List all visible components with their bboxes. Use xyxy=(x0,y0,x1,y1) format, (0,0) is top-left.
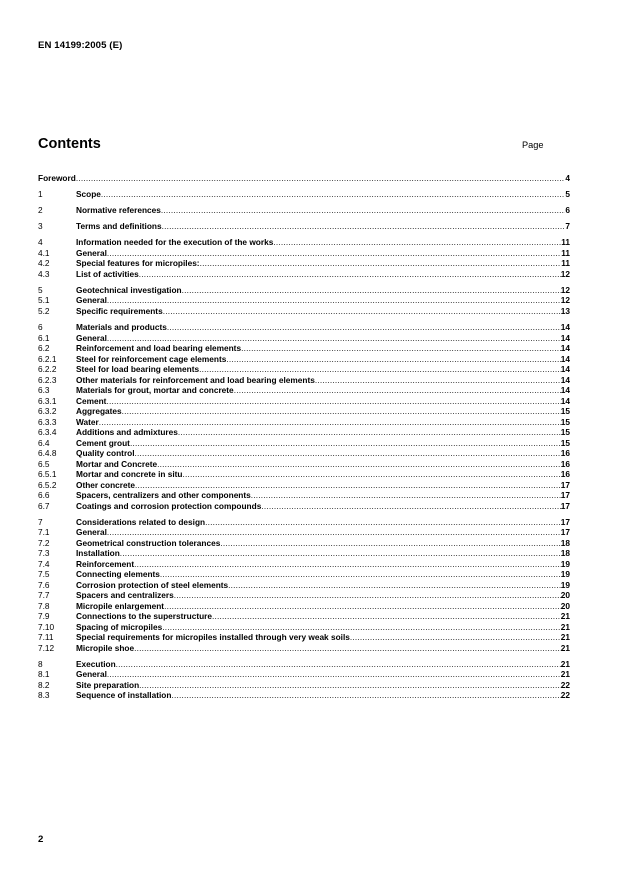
toc-entry-title: Execution xyxy=(76,658,116,669)
toc-entry-line xyxy=(76,490,570,501)
toc-dot-leader xyxy=(157,459,561,470)
toc-entry-line xyxy=(76,285,570,296)
toc-entry-title: General xyxy=(76,247,107,258)
toc-entry-number: 7.8 xyxy=(38,600,50,611)
toc-entry-title: Mortar and concrete in situ xyxy=(76,469,183,480)
toc-entry-line xyxy=(76,406,570,417)
toc-dot-leader xyxy=(135,480,561,491)
toc-entry-line xyxy=(38,173,570,184)
toc-entry-page: 22 xyxy=(560,690,570,701)
toc-dot-leader xyxy=(120,548,561,559)
toc-entry[interactable] xyxy=(38,517,570,528)
toc-entry-title: Site preparation xyxy=(76,679,140,690)
toc-entry-page: 12 xyxy=(560,268,570,279)
toc-entry-page: 21 xyxy=(560,632,570,643)
toc-entry-line xyxy=(76,559,570,570)
toc-dot-leader xyxy=(139,680,561,691)
toc-entry-line xyxy=(76,632,570,643)
toc-entry-title: Geotechnical investigation xyxy=(76,284,182,295)
toc-entry-page: 21 xyxy=(560,658,570,669)
toc-entry-title: Installation xyxy=(76,548,120,559)
toc-entry-line xyxy=(76,269,570,280)
toc-entry-title: Connections to the superstructure xyxy=(76,611,212,622)
toc-entry-title: Mortar and Concrete xyxy=(76,458,158,469)
toc-dot-leader xyxy=(164,601,561,612)
toc-entry-number: 7.9 xyxy=(38,611,50,622)
toc-dot-leader xyxy=(163,306,561,317)
toc-dot-leader xyxy=(183,469,561,480)
toc-entry-title: Spacing of micropiles xyxy=(76,621,163,632)
toc-entry-title: Spacers and centralizers xyxy=(76,590,174,601)
toc-entry-line xyxy=(76,438,570,449)
toc-entry[interactable] xyxy=(38,396,570,407)
toc-entry-number: 4 xyxy=(38,237,43,248)
toc-entry-line xyxy=(76,189,570,200)
toc-entry-line xyxy=(76,690,570,701)
toc-entry-page: 14 xyxy=(560,364,570,375)
toc-entry-number: 6 xyxy=(38,322,43,333)
toc-dot-leader xyxy=(174,590,561,601)
toc-entry-title: Special features for micropiles: xyxy=(76,258,200,269)
toc-entry-line xyxy=(76,669,570,680)
toc-entry-number: 7.1 xyxy=(38,527,50,538)
toc-entry-line xyxy=(76,248,570,259)
toc-entry[interactable] xyxy=(38,285,570,296)
toc-entry[interactable] xyxy=(38,295,570,306)
toc-dot-leader xyxy=(234,385,561,396)
toc-entry-line xyxy=(76,385,570,396)
toc-entry-number: 6.2.3 xyxy=(38,374,57,385)
toc-entry-page: 14 xyxy=(560,343,570,354)
toc-dot-leader xyxy=(130,438,561,449)
toc-dot-leader xyxy=(182,285,561,296)
toc-dot-leader xyxy=(76,173,566,184)
toc-entry[interactable] xyxy=(38,580,570,591)
toc-entry-number: 7.6 xyxy=(38,579,50,590)
toc-entry-line xyxy=(76,580,570,591)
toc-entry-line xyxy=(76,643,570,654)
toc-entry[interactable] xyxy=(38,306,570,317)
toc-entry-number: 5 xyxy=(38,284,43,295)
toc-entry-page: 14 xyxy=(560,385,570,396)
toc-entry[interactable] xyxy=(38,690,570,701)
toc-entry-page: 15 xyxy=(560,437,570,448)
toc-entry-number: 5.1 xyxy=(38,295,50,306)
toc-entry-number: 6.2.1 xyxy=(38,353,57,364)
toc-entry-page: 21 xyxy=(560,669,570,680)
toc-entry-line xyxy=(76,427,570,438)
toc-entry-number: 6.3.4 xyxy=(38,427,57,438)
toc-dot-leader xyxy=(99,417,561,428)
toc-dot-leader xyxy=(134,643,561,654)
toc-entry-number: 7.2 xyxy=(38,537,50,548)
toc-entry-page: 20 xyxy=(560,600,570,611)
toc-dot-leader xyxy=(107,333,561,344)
toc-dot-leader xyxy=(171,690,560,701)
toc-entry-title: General xyxy=(76,332,107,343)
toc-entry[interactable] xyxy=(38,364,570,375)
toc-entry[interactable] xyxy=(38,189,570,200)
toc-entry-number: 6.6 xyxy=(38,490,50,501)
toc-entry[interactable] xyxy=(38,611,570,622)
toc-entry[interactable] xyxy=(38,643,570,654)
toc-entry-title: List of activities xyxy=(76,268,139,279)
toc-entry-title: Spacers, centralizers and other components xyxy=(76,490,251,501)
toc-entry-number: 6.4.8 xyxy=(38,448,57,459)
toc-entry-page: 11 xyxy=(561,258,570,269)
toc-entry-line xyxy=(76,569,570,580)
toc-entry-line xyxy=(76,237,570,248)
toc-entry[interactable] xyxy=(38,343,570,354)
page-column-label: Page xyxy=(522,140,544,150)
toc-entry[interactable] xyxy=(38,659,570,670)
toc-entry-number: 6.3.2 xyxy=(38,406,57,417)
toc-entry-number: 6.7 xyxy=(38,500,50,511)
toc-entry-number: 7.11 xyxy=(38,632,54,643)
toc-entry-line xyxy=(76,680,570,691)
toc-entry-line xyxy=(76,258,570,269)
toc-entry-line xyxy=(76,517,570,528)
page-number: 2 xyxy=(38,834,44,845)
toc-entry-number: 4.2 xyxy=(38,258,50,269)
toc-entry-number: 7.7 xyxy=(38,590,50,601)
toc-entry-title: Corrosion protection of steel elements xyxy=(76,579,229,590)
toc-entry-page: 15 xyxy=(560,406,570,417)
toc-entry-number: 8.3 xyxy=(38,690,50,701)
toc-dot-leader xyxy=(101,189,565,200)
toc-entry-title: Information needed for the execution of the works xyxy=(76,237,274,248)
toc-entry-page: 13 xyxy=(560,305,570,316)
toc-entry[interactable] xyxy=(38,480,570,491)
toc-dot-leader xyxy=(160,569,561,580)
toc-entry[interactable] xyxy=(38,205,570,216)
toc-entry-page: 19 xyxy=(560,579,570,590)
toc-entry[interactable] xyxy=(38,427,570,438)
toc-entry-page: 16 xyxy=(560,458,570,469)
toc-entry-number: 8 xyxy=(38,658,43,669)
toc-entry-title: Special requirements for micropiles installed through very weak soils xyxy=(76,632,350,643)
toc-entry-title: Other concrete xyxy=(76,479,136,490)
toc-dot-leader xyxy=(200,258,562,269)
toc-entry-line xyxy=(76,622,570,633)
toc-dot-leader xyxy=(199,364,561,375)
contents-title: Contents xyxy=(38,136,101,152)
toc-entry-number: 5.2 xyxy=(38,305,50,316)
toc-entry-number: 7.3 xyxy=(38,548,50,559)
toc-entry-title: General xyxy=(76,527,107,538)
toc-entry-line xyxy=(76,333,570,344)
toc-entry-number: 4.3 xyxy=(38,268,50,279)
toc-entry[interactable] xyxy=(38,438,570,449)
toc-dot-leader xyxy=(228,580,561,591)
toc-entry[interactable] xyxy=(38,601,570,612)
toc-entry-title: Normative references xyxy=(76,205,161,216)
toc-entry-page: 14 xyxy=(560,395,570,406)
toc-dot-leader xyxy=(220,538,560,549)
toc-entry-number: 6.2 xyxy=(38,343,50,354)
toc-entry-page: 21 xyxy=(560,611,570,622)
toc-entry-title: Additions and admixtures xyxy=(76,427,178,438)
toc-entry-page: 14 xyxy=(560,374,570,385)
toc-entry[interactable] xyxy=(38,469,570,480)
table-of-contents xyxy=(38,173,570,701)
toc-dot-leader xyxy=(107,295,561,306)
toc-entry[interactable] xyxy=(38,417,570,428)
toc-entry-page: 14 xyxy=(560,353,570,364)
toc-dot-leader xyxy=(162,221,566,232)
toc-entry-line xyxy=(76,538,570,549)
toc-entry[interactable] xyxy=(38,590,570,601)
toc-entry-page: 18 xyxy=(560,548,570,559)
toc-entry-line xyxy=(76,611,570,622)
toc-entry-page: 18 xyxy=(560,537,570,548)
toc-entry-title: Micropile enlargement xyxy=(76,600,165,611)
toc-entry-line xyxy=(76,480,570,491)
toc-entry-title: Quality control xyxy=(76,448,135,459)
toc-entry-line xyxy=(76,548,570,559)
toc-entry[interactable] xyxy=(38,527,570,538)
toc-entry[interactable] xyxy=(38,459,570,470)
toc-entry-number: 6.1 xyxy=(38,332,50,343)
toc-entry-title: General xyxy=(76,295,107,306)
toc-entry-line xyxy=(76,205,570,216)
toc-entry-line xyxy=(76,527,570,538)
toc-entry-page: 15 xyxy=(560,416,570,427)
toc-entry[interactable] xyxy=(38,632,570,643)
toc-entry[interactable] xyxy=(38,173,570,184)
toc-entry[interactable] xyxy=(38,680,570,691)
toc-entry-title: Terms and definitions xyxy=(76,221,162,232)
toc-entry[interactable] xyxy=(38,385,570,396)
toc-entry-page: 5 xyxy=(565,189,570,200)
toc-entry-title: Materials for grout, mortar and concrete xyxy=(76,385,234,396)
toc-entry-title: Reinforcement xyxy=(76,558,135,569)
toc-entry-number: 7.10 xyxy=(38,621,55,632)
toc-entry-page: 7 xyxy=(565,221,570,232)
toc-entry[interactable] xyxy=(38,622,570,633)
toc-entry-number: 7.5 xyxy=(38,569,50,580)
toc-entry-number: 2 xyxy=(38,205,43,216)
toc-entry-page: 21 xyxy=(560,621,570,632)
toc-entry-page: 6 xyxy=(565,205,570,216)
toc-entry[interactable] xyxy=(38,569,570,580)
toc-entry[interactable] xyxy=(38,333,570,344)
toc-dot-leader xyxy=(315,375,561,386)
toc-entry[interactable] xyxy=(38,548,570,559)
toc-entry-title: Sequence of installation xyxy=(76,690,172,701)
toc-dot-leader xyxy=(107,527,561,538)
toc-entry-title: Reinforcement and load bearing elements xyxy=(76,343,242,354)
toc-dot-leader xyxy=(134,559,561,570)
toc-entry-page: 19 xyxy=(560,558,570,569)
toc-dot-leader xyxy=(212,611,561,622)
toc-entry-line xyxy=(76,469,570,480)
toc-entry-number: 7.4 xyxy=(38,558,50,569)
toc-entry[interactable] xyxy=(38,269,570,280)
toc-entry-title: Considerations related to design xyxy=(76,516,206,527)
toc-dot-leader xyxy=(167,322,561,333)
toc-entry-number: 3 xyxy=(38,221,43,232)
toc-dot-leader xyxy=(107,248,561,259)
toc-entry[interactable] xyxy=(38,237,570,248)
toc-entry[interactable] xyxy=(38,406,570,417)
toc-entry-line xyxy=(76,396,570,407)
toc-entry-title: Coatings and corrosion protection compounds xyxy=(76,500,262,511)
toc-dot-leader xyxy=(116,659,561,670)
toc-entry-title: Micropile shoe xyxy=(76,642,135,653)
toc-entry-line xyxy=(76,417,570,428)
toc-dot-leader xyxy=(226,354,560,365)
toc-entry-page: 12 xyxy=(560,284,570,295)
toc-entry-page: 11 xyxy=(561,247,570,258)
toc-entry-number: 4.1 xyxy=(38,247,50,258)
toc-entry-title: Scope xyxy=(76,189,101,200)
toc-entry-title: Geometrical construction tolerances xyxy=(76,537,221,548)
toc-dot-leader xyxy=(241,343,561,354)
toc-entry-line xyxy=(76,322,570,333)
toc-entry-line xyxy=(76,364,570,375)
toc-entry-number: 7 xyxy=(38,516,43,527)
toc-dot-leader xyxy=(261,501,560,512)
toc-entry[interactable] xyxy=(38,221,570,232)
toc-entry-number: 8.1 xyxy=(38,669,50,680)
toc-entry-line xyxy=(76,590,570,601)
toc-entry[interactable] xyxy=(38,322,570,333)
toc-entry-title: Specific requirements xyxy=(76,305,163,316)
toc-entry[interactable] xyxy=(38,448,570,459)
toc-entry-page: 21 xyxy=(560,642,570,653)
toc-entry-page: 20 xyxy=(560,590,570,601)
toc-entry-title: Aggregates xyxy=(76,406,122,417)
toc-entry-title: Steel for reinforcement cage elements xyxy=(76,353,227,364)
toc-entry[interactable] xyxy=(38,248,570,259)
toc-entry-number: 7.12 xyxy=(38,642,55,653)
toc-entry-title: Cement grout xyxy=(76,437,130,448)
toc-entry-title: Materials and products xyxy=(76,322,167,333)
toc-entry-page: 17 xyxy=(560,500,570,511)
toc-entry-page: 14 xyxy=(560,332,570,343)
toc-entry[interactable] xyxy=(38,354,570,365)
toc-dot-leader xyxy=(205,517,561,528)
toc-entry-line xyxy=(76,306,570,317)
toc-dot-leader xyxy=(161,205,566,216)
toc-entry-page: 11 xyxy=(561,237,570,248)
toc-entry[interactable] xyxy=(38,538,570,549)
toc-entry-title: General xyxy=(76,669,107,680)
toc-entry-page: 12 xyxy=(560,295,570,306)
toc-entry-number: 6.3 xyxy=(38,385,50,396)
toc-entry-title: Water xyxy=(76,416,99,427)
toc-entry-line xyxy=(76,448,570,459)
toc-entry-page: 4 xyxy=(565,173,570,183)
toc-entry-page: 17 xyxy=(560,479,570,490)
toc-entry-number: 6.5.1 xyxy=(38,469,57,480)
toc-entry-line xyxy=(76,501,570,512)
toc-entry-number: 6.3.1 xyxy=(38,395,57,406)
toc-entry[interactable] xyxy=(38,501,570,512)
toc-entry-page: 16 xyxy=(560,469,570,480)
toc-entry-line xyxy=(76,659,570,670)
toc-entry-line xyxy=(76,343,570,354)
toc-entry-title: Other materials for reinforcement and load bearing elements xyxy=(76,374,315,385)
toc-entry-number: 8.2 xyxy=(38,679,50,690)
toc-entry-page: 17 xyxy=(560,527,570,538)
toc-entry[interactable] xyxy=(38,669,570,680)
toc-entry-line xyxy=(76,601,570,612)
document-id: EN 14199:2005 (E) xyxy=(38,40,123,51)
toc-entry-page: 19 xyxy=(560,569,570,580)
toc-dot-leader xyxy=(106,396,560,407)
toc-entry-title: Steel for load bearing elements xyxy=(76,364,200,375)
toc-entry-page: 17 xyxy=(560,516,570,527)
toc-entry-line xyxy=(76,295,570,306)
toc-entry-number: 6.5.2 xyxy=(38,479,57,490)
toc-entry-page: 15 xyxy=(560,427,570,438)
toc-entry-page: 14 xyxy=(560,322,570,333)
toc-entry-page: 16 xyxy=(560,448,570,459)
toc-entry[interactable] xyxy=(38,490,570,501)
toc-entry-line xyxy=(76,375,570,386)
toc-entry-number: 6.5 xyxy=(38,458,50,469)
toc-dot-leader xyxy=(135,448,561,459)
toc-entry-page: 17 xyxy=(560,490,570,501)
toc-dot-leader xyxy=(122,406,561,417)
toc-entry-line xyxy=(76,459,570,470)
toc-entry-title: Foreword xyxy=(38,173,76,183)
toc-dot-leader xyxy=(273,237,561,248)
toc-entry[interactable] xyxy=(38,375,570,386)
toc-dot-leader xyxy=(251,490,561,501)
toc-entry-number: 1 xyxy=(38,189,43,200)
toc-entry-number: 6.4 xyxy=(38,437,50,448)
toc-dot-leader xyxy=(162,622,561,633)
toc-entry-title: Cement xyxy=(76,395,107,406)
toc-entry-line xyxy=(76,221,570,232)
toc-entry[interactable] xyxy=(38,559,570,570)
toc-dot-leader xyxy=(350,632,561,643)
toc-entry-number: 6.3.3 xyxy=(38,416,57,427)
toc-entry-number: 6.2.2 xyxy=(38,364,57,375)
toc-entry[interactable] xyxy=(38,258,570,269)
toc-entry-line xyxy=(76,354,570,365)
toc-entry-page: 22 xyxy=(560,679,570,690)
toc-dot-leader xyxy=(139,269,561,280)
toc-dot-leader xyxy=(178,427,561,438)
toc-dot-leader xyxy=(107,669,561,680)
toc-entry-title: Connecting elements xyxy=(76,569,160,580)
